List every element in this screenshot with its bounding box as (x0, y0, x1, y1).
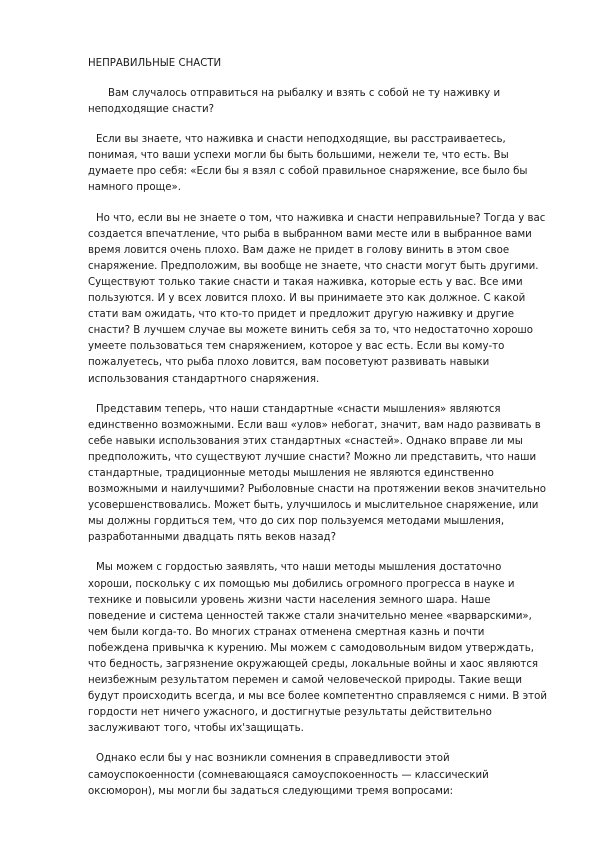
document-title: НЕПРАВИЛЬНЫЕ СНАСТИ (88, 58, 222, 69)
paragraph-1: Вам случалось отправиться на рыбалку и взять с собой не ту наживку и неподходящие снасти? (88, 88, 501, 116)
paragraph-4: Представим теперь, что наши стандартные «снасти мышления» являются единственно возможными. Если ваш «улов» небогат, значит, вам надо развивать в себе навыки использования этих стандартных «снастей». Однако вправе ли мы предположить, что существуют лучшие снасти? Можно ли представить, что наши стандартные, традиционные методы мышления не являются единственно возможными и наилучшими? Рыболовные снасти на протяжении веков значительно усовершенствовались. Может быть, улучшилось и мыслительное снаряжение, или мы должны гордиться тем, что до сих пор пользуемся методами мышления, разработанными двадцать пять веков назад? (88, 403, 547, 544)
paragraph-5: Мы можем с гордостью заявлять, что наши методы мышления достаточно хороши, поскольку с их помощью мы добились огромного прогресса в науке и технике и повысили уровень жизни части населения земного шара. Наше поведение и система ценностей также стали значительно менее «варварскими», чем были когда-то. Во многих странах отменена смертная казнь и почти побеждена привычка к курению. Мы можем с самодовольным видом утверждать, что бедность, загрязнение окружающей среды, локальные войны и хаос являются неизбежным результатом перемен и самой человеческой природы. Такие вещи будут происходить всегда, и мы все более компетентно справляемся с ними. В этой гордости нет ничего ужасного, и достигнутые результаты действительно заслуживают того, чтобы их'защищать. (88, 562, 547, 735)
paragraph-3: Но что, если вы не знаете о том, что наживка и снасти неправильные? Тогда у вас создается впечатление, что рыба в выбранном вами месте или в выбранное вами время ловится очень плохо. Вам даже не придет в голову винить в этом свое снаряжение. Предположим, вы вообще не знаете, что снасти могут быть другими. Существуют только такие снасти и такая наживка, которые есть у вас. Все ими пользуются. И у всех ловится плохо. И вы принимаете это как должное. С какой стати вам ожидать, что кто-то придет и предложит другую наживку и другие снасти? В лучшем случае вы можете винить себя за то, что недостаточно хорошо умеете пользоваться тем снаряжением, которое у вас есть. Если вы кому-то пожалуетесь, что рыба плохо ловится, вам посоветуют развивать навыки использования стандартного снаряжения. (88, 212, 546, 385)
paragraph-2: Если вы знаете, что наживка и снасти неподходящие, вы расстраиваетесь, понимая, что ваши успехи могли бы быть большими, нежели те, что есть. Вы думаете про себя: «Если бы я взял с собой правильное снаряжение, все было бы намного проще». (88, 134, 528, 194)
document-body (88, 56, 548, 814)
paragraph-6: Однако если бы у нас возникли сомнения в справедливости этой самоуспокоенности (сомневающаяся самоуспокоенность — классический оксюморон), мы могли бы задаться следующими тремя вопросами: (88, 753, 489, 797)
